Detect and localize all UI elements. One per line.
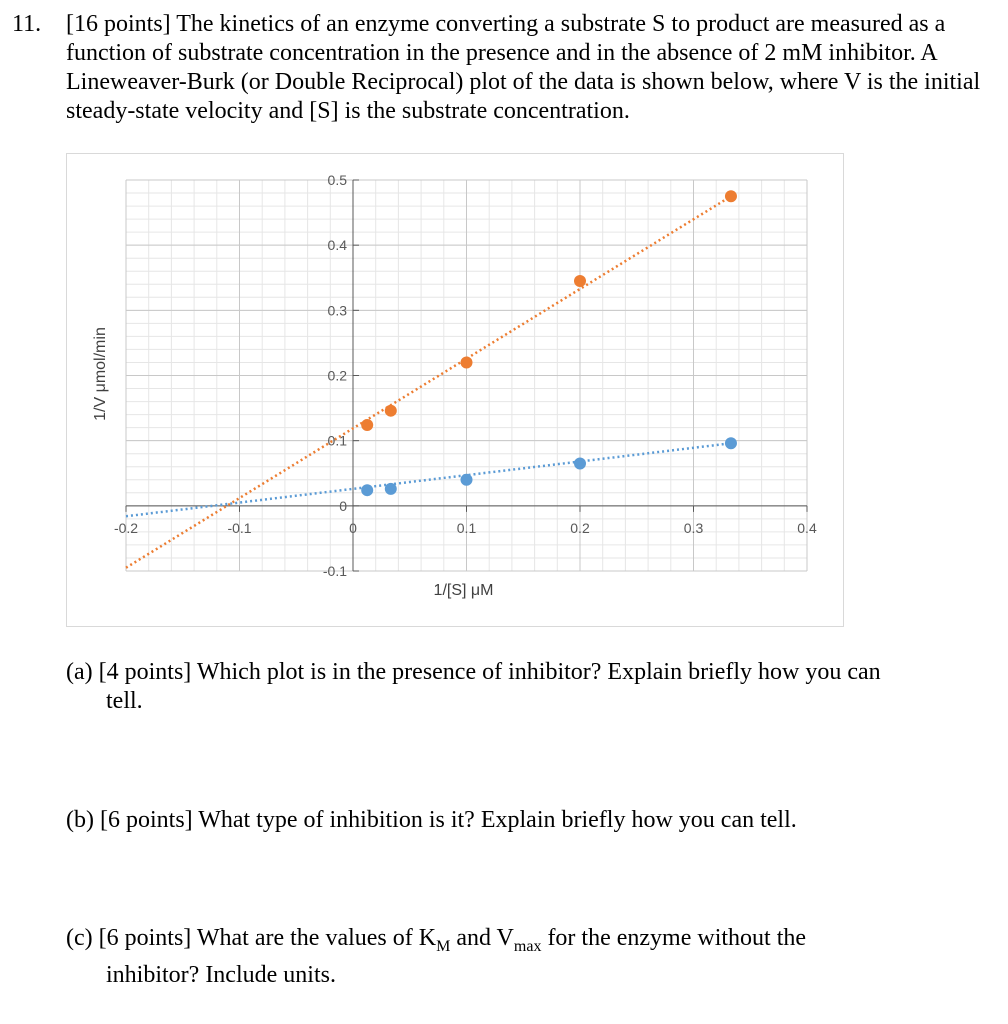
x-tick-label: 0.3 <box>683 519 704 536</box>
question-text: [16 points] The kinetics of an enzyme converting a substrate S to product are measured as a function of substrate concentration in the presence and in the absence of 2 mM inhibitor. A Lineweaver-Burk (or Double Reciprocal) plot of the data is shown below, where V is the initial steady-state velocity and [S] is the substrate concentration. <box>66 11 981 124</box>
question-number: 11. <box>12 11 42 37</box>
y-tick-label: -0.1 <box>322 563 347 579</box>
data-point-0 <box>461 356 473 368</box>
part-c-mid: and V <box>450 925 514 951</box>
part-c-line1 <box>66 924 806 961</box>
data-point-1 <box>461 474 473 486</box>
part-c-line2: inhibitor? Include units. <box>106 961 336 988</box>
y-tick-label: 0.3 <box>327 302 347 319</box>
lineweaver-burk-chart <box>66 153 844 627</box>
part-c-post: for the enzyme without the <box>541 925 807 951</box>
x-tick-label: 0.4 <box>797 519 817 536</box>
x-axis-title: 1/[S] μM <box>433 582 494 599</box>
part-c-pre: (c) [6 points] What are the values of K <box>66 925 437 951</box>
vmax-subscript: max <box>513 937 542 955</box>
y-tick-label: 0.2 <box>327 367 347 384</box>
y-tick-label: 0.1 <box>327 432 347 449</box>
y-axis-title: 1/V μmol/min <box>92 327 109 421</box>
chart-points <box>361 190 737 496</box>
part-a-line2: tell. <box>106 688 143 714</box>
y-tick-label: 0 <box>339 497 347 514</box>
data-point-1 <box>574 457 586 469</box>
x-tick-label: 0.1 <box>456 519 477 536</box>
data-point-0 <box>361 419 373 431</box>
x-tick-label: 0.2 <box>570 519 590 536</box>
data-point-1 <box>725 437 737 449</box>
part-a <box>66 658 881 716</box>
data-point-0 <box>574 275 586 287</box>
chart-canvas <box>67 154 843 626</box>
y-tick-label: 0.4 <box>327 237 347 254</box>
data-point-1 <box>361 484 373 496</box>
x-tick-label: 0 <box>349 519 357 536</box>
data-point-0 <box>725 190 737 202</box>
part-c <box>66 924 806 990</box>
part-a-line1: (a) [4 points] Which plot is in the presence of inhibitor? Explain briefly how you can <box>66 659 881 685</box>
part-b <box>66 806 797 835</box>
chart-grid <box>126 180 807 571</box>
y-tick-label: 0.5 <box>327 172 347 188</box>
x-tick-label: -0.2 <box>113 519 139 536</box>
data-point-0 <box>385 405 397 417</box>
part-b-line1: (b) [6 points] What type of inhibition is it? Explain briefly how you can tell. <box>66 807 797 833</box>
km-subscript: M <box>436 937 451 955</box>
x-tick-label: -0.1 <box>227 519 252 536</box>
data-point-1 <box>385 483 397 495</box>
